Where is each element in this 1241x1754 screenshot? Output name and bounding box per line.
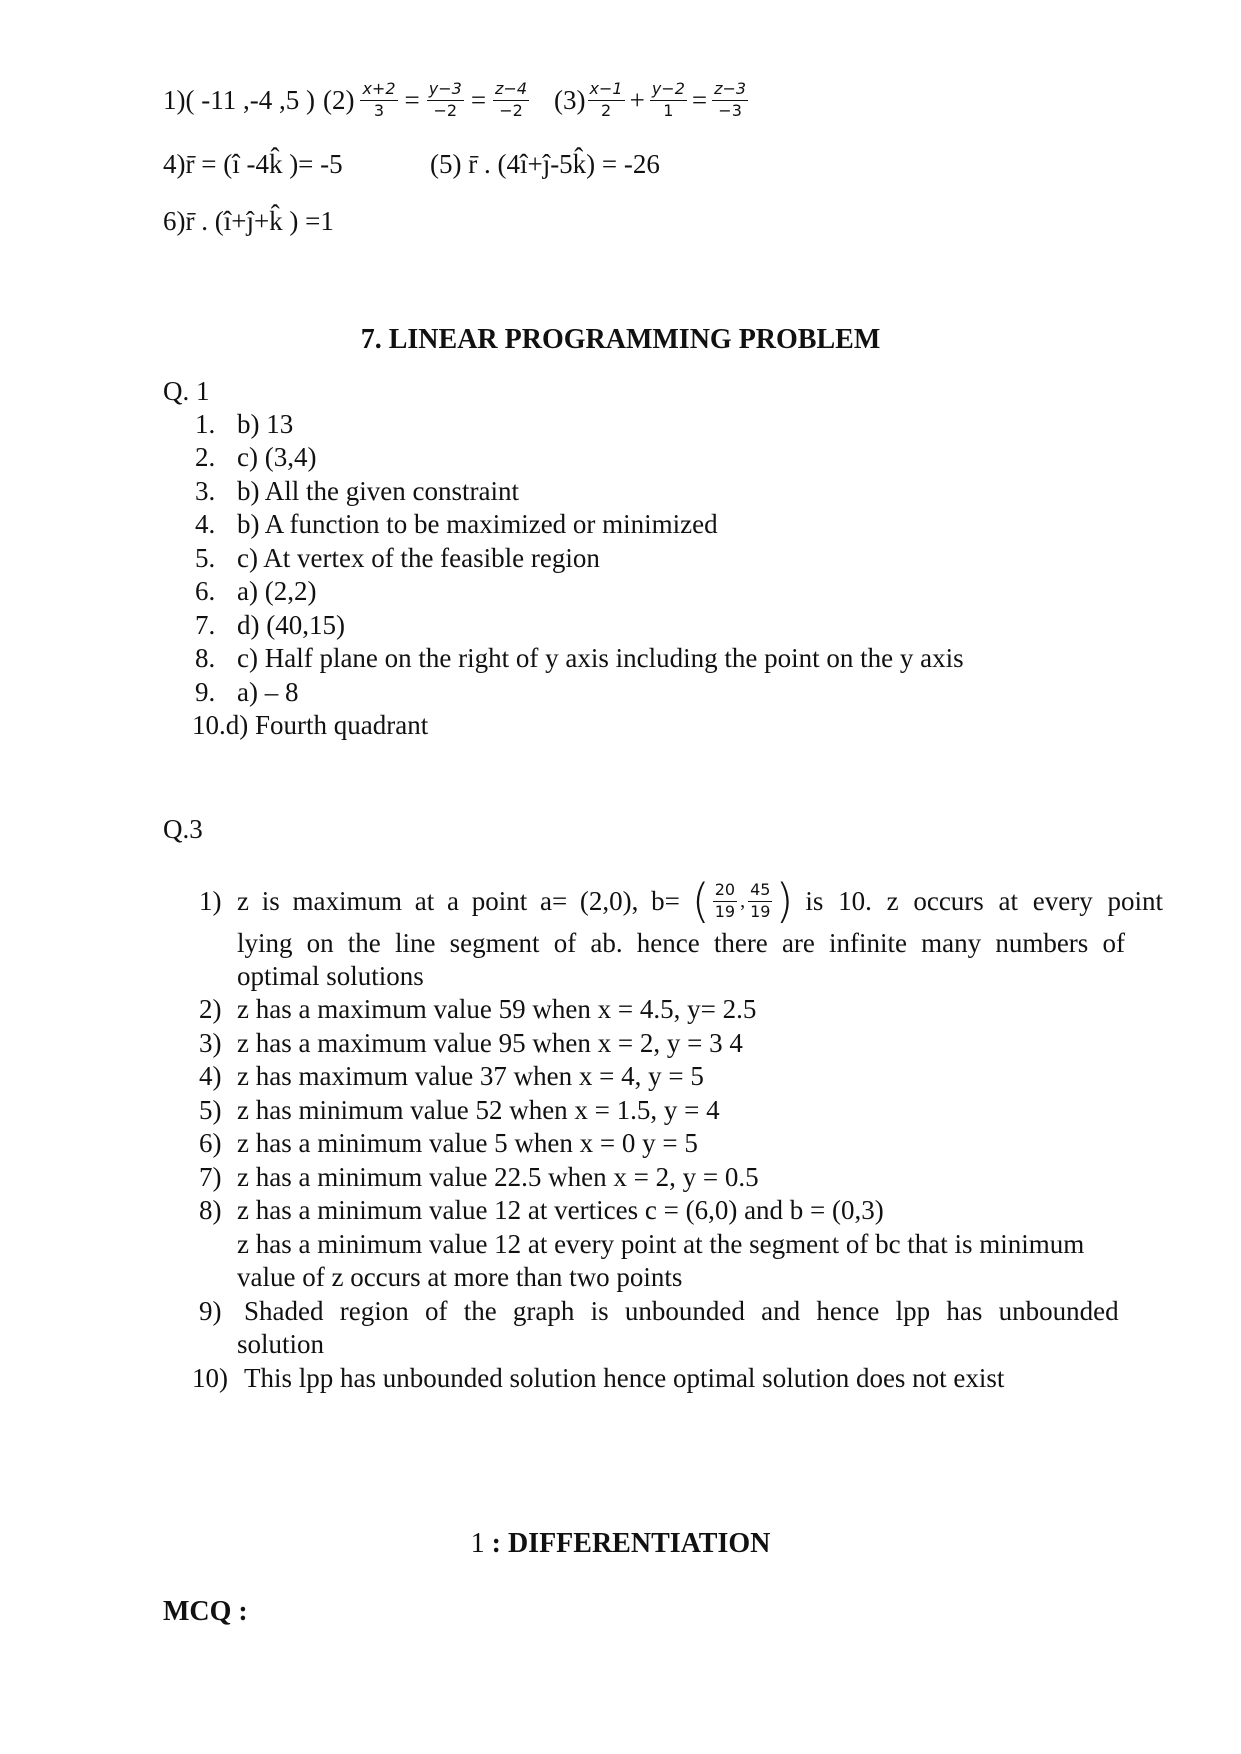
list-item: 5) z has minimum value 52 when x = 1.5, y = 4 xyxy=(199,1095,720,1125)
list-item: 6) z has a minimum value 5 when x = 0 y = 5 xyxy=(199,1128,698,1158)
list-item: 10.d) Fourth quadrant xyxy=(192,710,429,740)
left-paren: ( xyxy=(691,874,710,928)
list-item: 5. c) At vertex of the feasible region xyxy=(195,543,600,573)
list-number: 9) xyxy=(199,1296,222,1326)
q3-item-1-line-2: lying on the line segment of ab. hence there are infinite many numbers of xyxy=(237,928,1125,958)
mcq-label: MCQ : xyxy=(163,1596,248,1627)
equals-sign: = xyxy=(691,84,708,115)
answer-5: (5) r̄ . (4î+ĵ-5k̂) = -26 xyxy=(430,149,660,179)
list-item: 6. a) (2,2) xyxy=(195,576,317,606)
plus-sign: + xyxy=(629,84,645,115)
list-item: 7) z has a minimum value 22.5 when x = 2, y = 0.5 xyxy=(199,1162,759,1192)
q3-item-1-line-1: z is maximum at a point a= (2,0), b= ( $\frac{20}{19}$ , $\frac{45}{19}$ ) is 10. z occurs at every point xyxy=(237,874,1163,928)
q3-item-9-line-1: Shaded region of the graph is unbounded and hence lpp has unbounded xyxy=(244,1296,1119,1326)
equals-sign: = xyxy=(470,84,487,115)
list-item: 1. b) 13 xyxy=(195,409,294,439)
fraction-20-19: $\frac{20}{19}$ xyxy=(714,879,736,921)
list-item: 7. d) (40,15) xyxy=(195,610,345,640)
q3-item-8-line-2: z has a minimum value 12 at every point at the segment of bc that is minimum xyxy=(237,1229,1085,1259)
answer-3-fraction-y: $\frac{y-2}{1}$ xyxy=(651,78,685,120)
right-paren: ) xyxy=(775,874,794,928)
list-item: 4. b) A function to be maximized or minimized xyxy=(195,509,718,539)
section-heading-differentiation: 1 : DIFFERENTIATION xyxy=(470,1528,771,1559)
point-b-coordinates: ( $\frac{20}{19}$ , $\frac{45}{19}$ ) xyxy=(691,874,794,928)
answer-2-label: (2) xyxy=(322,84,355,115)
answer-6: 6)r̄ . (î+ĵ+k̂ ) =1 xyxy=(163,206,334,236)
list-item: 8. c) Half plane on the right of y axis including the point on the y axis xyxy=(195,643,964,673)
q3-item-9-line-2: solution xyxy=(237,1329,325,1359)
answer-2-fraction-z: $\frac{z-4}{-2}$ xyxy=(495,78,528,120)
fraction-45-19: $\frac{45}{19}$ xyxy=(750,879,771,921)
answer-4: 4)r̄ = (î -4k̂ )= -5 xyxy=(163,149,343,179)
list-item: 3. b) All the given constraint xyxy=(195,476,519,506)
q3-item-8-line-3: value of z occurs at more than two points xyxy=(237,1262,683,1292)
list-item: 10) This lpp has unbounded solution hence optimal solution does not exist xyxy=(192,1363,1005,1393)
q1-label: Q. 1 xyxy=(163,376,210,406)
answer-3-fraction-x: $\frac{x-1}{2}$ xyxy=(589,78,623,120)
answer-3-label: (3) xyxy=(554,84,586,115)
list-number: 1) xyxy=(199,886,222,916)
answer-2-fraction-y: $\frac{y-3}{-2}$ xyxy=(428,78,462,120)
list-item: 8) z has a minimum value 12 at vertices c = (6,0) and b = (0,3) xyxy=(199,1195,884,1225)
q3-label: Q.3 xyxy=(163,814,203,844)
vector-answer-row-1 xyxy=(163,74,751,126)
answer-3-fraction-z: $\frac{z-3}{-3}$ xyxy=(714,78,747,120)
list-item: 2. c) (3,4) xyxy=(195,442,317,472)
list-item: 3) z has a maximum value 95 when x = 2, y = 3 4 xyxy=(199,1028,743,1058)
section-heading-lpp: 7. LINEAR PROGRAMMING PROBLEM xyxy=(360,324,881,355)
answer-2-fraction-x: $\frac{x+2}{3}$ xyxy=(362,78,396,120)
list-item: 9. a) – 8 xyxy=(195,677,299,707)
equals-sign: = xyxy=(404,84,420,115)
q3-item-1-line-3: optimal solutions xyxy=(237,961,424,991)
list-item: 2) z has a maximum value 59 when x = 4.5, y= 2.5 xyxy=(199,994,757,1024)
answer-1: 1)( -11 ,-4 ,5 ) xyxy=(163,84,315,115)
list-item: 4) z has maximum value 37 when x = 4, y = 5 xyxy=(199,1061,704,1091)
